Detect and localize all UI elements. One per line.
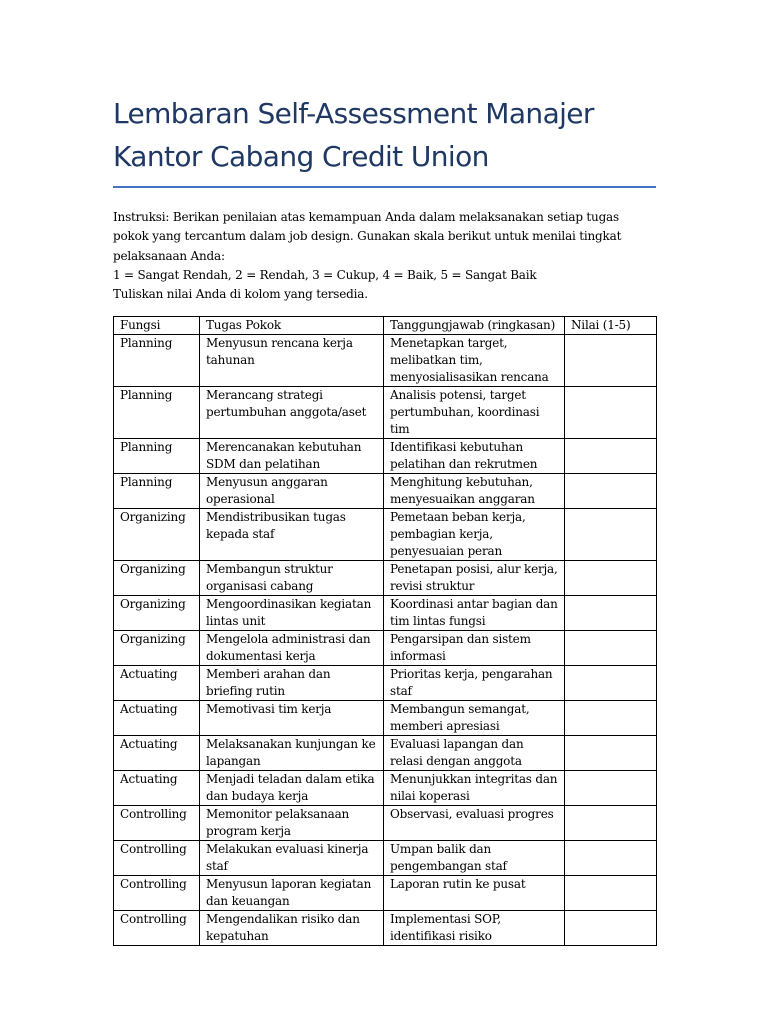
cell-tugas-pokok: Menyusun laporan kegiatan dan keuangan	[200, 876, 384, 911]
table-row	[114, 806, 657, 841]
cell-tanggungjawab: Identifikasi kebutuhan pelatihan dan rekrutmen	[384, 439, 565, 474]
header-tanggungjawab: Tanggungjawab (ringkasan)	[384, 317, 565, 335]
title-divider	[113, 186, 656, 188]
table-row	[114, 736, 657, 771]
table-body	[114, 335, 657, 946]
cell-tanggungjawab: Evaluasi lapangan dan relasi dengan anggota	[384, 736, 565, 771]
cell-nilai[interactable]	[565, 631, 657, 666]
table-row	[114, 876, 657, 911]
cell-fungsi: Actuating	[114, 771, 200, 806]
cell-nilai[interactable]	[565, 387, 657, 439]
cell-nilai[interactable]	[565, 911, 657, 946]
cell-fungsi: Controlling	[114, 911, 200, 946]
cell-tanggungjawab: Pemetaan beban kerja, pembagian kerja, penyesuaian peran	[384, 509, 565, 561]
table-row	[114, 771, 657, 806]
cell-tugas-pokok: Memberi arahan dan briefing rutin	[200, 666, 384, 701]
title-line-2: Kantor Cabang Credit Union	[113, 140, 489, 173]
cell-tanggungjawab: Observasi, evaluasi progres	[384, 806, 565, 841]
cell-nilai[interactable]	[565, 701, 657, 736]
cell-tanggungjawab: Umpan balik dan pengembangan staf	[384, 841, 565, 876]
cell-tugas-pokok: Memonitor pelaksanaan program kerja	[200, 806, 384, 841]
instructions	[113, 208, 656, 304]
assessment-table	[113, 316, 657, 946]
table-row	[114, 631, 657, 666]
table-row	[114, 701, 657, 736]
cell-nilai[interactable]	[565, 509, 657, 561]
cell-fungsi: Planning	[114, 335, 200, 387]
cell-tanggungjawab: Laporan rutin ke pusat	[384, 876, 565, 911]
cell-tanggungjawab: Membangun semangat, memberi apresiasi	[384, 701, 565, 736]
table-row	[114, 387, 657, 439]
cell-tanggungjawab: Pengarsipan dan sistem informasi	[384, 631, 565, 666]
table-row	[114, 439, 657, 474]
header-nilai: Nilai (1-5)	[565, 317, 657, 335]
cell-fungsi: Actuating	[114, 701, 200, 736]
cell-nilai[interactable]	[565, 876, 657, 911]
cell-fungsi: Controlling	[114, 806, 200, 841]
rating-scale: 1 = Sangat Rendah, 2 = Rendah, 3 = Cukup, 4 = Baik, 5 = Sangat Baik	[113, 267, 537, 282]
cell-tugas-pokok: Merencanakan kebutuhan SDM dan pelatihan	[200, 439, 384, 474]
document-title	[113, 92, 656, 186]
cell-tugas-pokok: Menyusun anggaran operasional	[200, 474, 384, 509]
instruction-paragraph: Instruksi: Berikan penilaian atas kemampuan Anda dalam melaksanakan setiap tugas pokok yang tercantum dalam job design. Gunakan skala berikut untuk menilai tingkat pelaksanaan Anda:	[113, 210, 622, 263]
cell-tugas-pokok: Mengelola administrasi dan dokumentasi kerja	[200, 631, 384, 666]
cell-tugas-pokok: Menyusun rencana kerja tahunan	[200, 335, 384, 387]
cell-tanggungjawab: Menunjukkan integritas dan nilai koperasi	[384, 771, 565, 806]
cell-tugas-pokok: Melakukan evaluasi kinerja staf	[200, 841, 384, 876]
cell-tanggungjawab: Analisis potensi, target pertumbuhan, koordinasi tim	[384, 387, 565, 439]
cell-fungsi: Controlling	[114, 841, 200, 876]
cell-nilai[interactable]	[565, 771, 657, 806]
cell-tugas-pokok: Mengoordinasikan kegiatan lintas unit	[200, 596, 384, 631]
table-row	[114, 911, 657, 946]
table-row	[114, 666, 657, 701]
cell-nilai[interactable]	[565, 596, 657, 631]
cell-tugas-pokok: Mendistribusikan tugas kepada staf	[200, 509, 384, 561]
cell-nilai[interactable]	[565, 335, 657, 387]
cell-tugas-pokok: Mengendalikan risiko dan kepatuhan	[200, 911, 384, 946]
cell-nilai[interactable]	[565, 439, 657, 474]
cell-tanggungjawab: Koordinasi antar bagian dan tim lintas fungsi	[384, 596, 565, 631]
cell-tugas-pokok: Merancang strategi pertumbuhan anggota/aset	[200, 387, 384, 439]
cell-tanggungjawab: Penetapan posisi, alur kerja, revisi struktur	[384, 561, 565, 596]
cell-nilai[interactable]	[565, 474, 657, 509]
table-row	[114, 561, 657, 596]
cell-nilai[interactable]	[565, 666, 657, 701]
cell-nilai[interactable]	[565, 561, 657, 596]
cell-tugas-pokok: Melaksanakan kunjungan ke lapangan	[200, 736, 384, 771]
table-row	[114, 509, 657, 561]
cell-fungsi: Organizing	[114, 631, 200, 666]
cell-fungsi: Actuating	[114, 666, 200, 701]
cell-fungsi: Planning	[114, 474, 200, 509]
cell-tanggungjawab: Menetapkan target, melibatkan tim, menyosialisasikan rencana	[384, 335, 565, 387]
cell-tanggungjawab: Implementasi SOP, identifikasi risiko	[384, 911, 565, 946]
fill-in-note: Tuliskan nilai Anda di kolom yang tersedia.	[113, 287, 368, 302]
table-header-row	[114, 317, 657, 335]
cell-nilai[interactable]	[565, 736, 657, 771]
title-line-1: Lembaran Self-Assessment Manajer	[113, 97, 594, 130]
cell-fungsi: Organizing	[114, 509, 200, 561]
document-page	[113, 92, 656, 946]
cell-fungsi: Organizing	[114, 596, 200, 631]
table-row	[114, 596, 657, 631]
table-row	[114, 841, 657, 876]
cell-tugas-pokok: Membangun struktur organisasi cabang	[200, 561, 384, 596]
cell-fungsi: Planning	[114, 387, 200, 439]
cell-fungsi: Controlling	[114, 876, 200, 911]
cell-tanggungjawab: Prioritas kerja, pengarahan staf	[384, 666, 565, 701]
table-row	[114, 335, 657, 387]
header-tugas-pokok: Tugas Pokok	[200, 317, 384, 335]
header-fungsi: Fungsi	[114, 317, 200, 335]
cell-tugas-pokok: Memotivasi tim kerja	[200, 701, 384, 736]
cell-fungsi: Actuating	[114, 736, 200, 771]
cell-tanggungjawab: Menghitung kebutuhan, menyesuaikan anggaran	[384, 474, 565, 509]
table-row	[114, 474, 657, 509]
cell-fungsi: Organizing	[114, 561, 200, 596]
cell-fungsi: Planning	[114, 439, 200, 474]
cell-tugas-pokok: Menjadi teladan dalam etika dan budaya kerja	[200, 771, 384, 806]
cell-nilai[interactable]	[565, 806, 657, 841]
cell-nilai[interactable]	[565, 841, 657, 876]
